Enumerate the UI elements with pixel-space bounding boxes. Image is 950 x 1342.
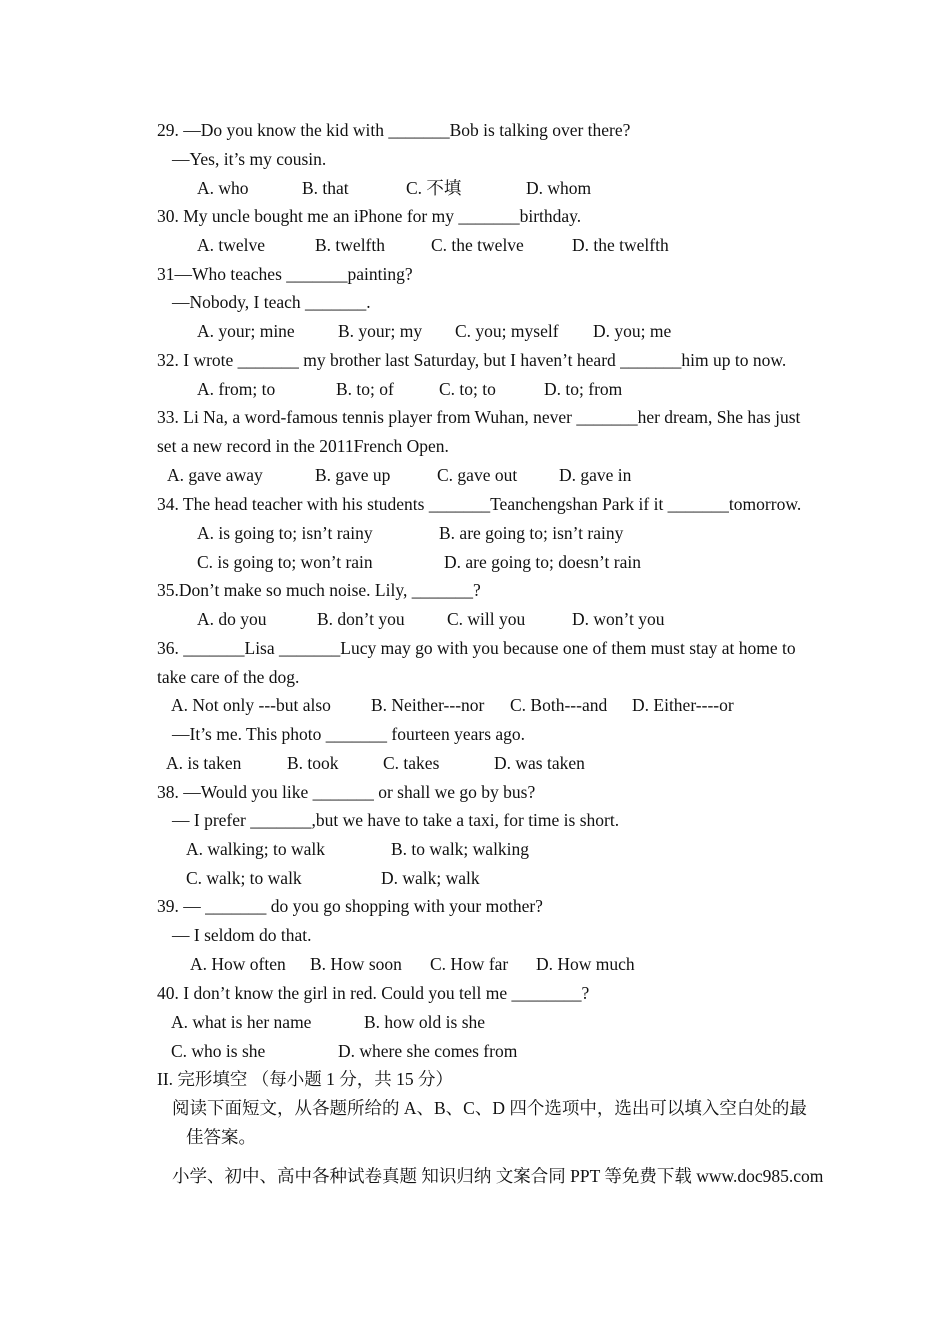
option-d: D. where she comes from [338, 1041, 518, 1061]
option-c: C. How far [430, 954, 509, 974]
option-a: A. is taken [166, 753, 242, 773]
option-a: A. do you [197, 609, 267, 629]
option-b: B. your; my [338, 321, 423, 341]
option-c: C. takes [383, 753, 440, 773]
option-d: D. gave in [559, 465, 632, 485]
option-a: A. Not only ---but also [171, 695, 331, 715]
question-31: 31—Who teaches _______painting? [157, 264, 413, 284]
option-c: C. 不填 [406, 178, 462, 198]
option-d: D. the twelfth [572, 235, 669, 255]
option-d: D. won’t you [572, 609, 665, 629]
option-d: D. you; me [593, 321, 672, 341]
option-c: C. who is she [171, 1041, 266, 1061]
option-d: D. How much [536, 954, 635, 974]
option-b: B. twelfth [315, 235, 385, 255]
option-b: B. took [287, 753, 339, 773]
option-a: A. How often [190, 954, 286, 974]
question-32: 32. I wrote _______ my brother last Saturday, but I haven’t heard _______him up to now. [157, 350, 787, 370]
question-35: 35.Don’t make so much noise. Lily, _______? [157, 580, 481, 600]
question-37: —It’s me. This photo _______ fourteen years ago. [172, 724, 526, 744]
option-c: C. to; to [439, 379, 496, 399]
option-c: C. is going to; won’t rain [197, 552, 373, 572]
option-d: D. Either----or [632, 695, 734, 715]
option-a: A. from; to [197, 379, 276, 399]
question-31-reply: —Nobody, I teach _______. [172, 292, 371, 312]
option-b: B. to walk; walking [391, 839, 530, 859]
option-c: C. walk; to walk [186, 868, 302, 888]
question-29-reply: —Yes, it’s my cousin. [172, 149, 327, 169]
option-a: A. is going to; isn’t rainy [197, 523, 373, 543]
question-38-reply: — I prefer _______,but we have to take a taxi, for time is short. [172, 810, 620, 830]
option-a: A. your; mine [197, 321, 295, 341]
option-d: D. walk; walk [381, 868, 480, 888]
option-b: B. are going to; isn’t rainy [439, 523, 624, 543]
question-29: 29. —Do you know the kid with _______Bob is talking over there? [157, 120, 631, 140]
option-c: C. you; myself [455, 321, 559, 341]
question-33-cont: set a new record in the 2011French Open. [157, 436, 449, 456]
option-b: B. gave up [315, 465, 391, 485]
option-b: B. to; of [336, 379, 394, 399]
option-a: A. who [197, 178, 249, 198]
footer-text: 小学、初中、高中各种试卷真题 知识归纳 文案合同 PPT 等免费下载 www.doc985.com [172, 1166, 824, 1186]
option-d: D. are going to; doesn’t rain [444, 552, 641, 572]
option-d: D. to; from [544, 379, 623, 399]
option-a: A. walking; to walk [186, 839, 326, 859]
question-38: 38. —Would you like _______ or shall we go by bus? [157, 782, 536, 802]
option-d: D. was taken [494, 753, 585, 773]
question-36-cont: take care of the dog. [157, 667, 300, 687]
option-c: C. gave out [437, 465, 518, 485]
section-instructions-cont: 佳答案。 [186, 1127, 256, 1147]
option-c: C. Both---and [510, 695, 608, 715]
question-39: 39. — _______ do you go shopping with your mother? [157, 896, 543, 916]
option-c: C. the twelve [431, 235, 524, 255]
option-a: A. gave away [167, 465, 263, 485]
option-b: B. that [302, 178, 349, 198]
question-33: 33. Li Na, a word-famous tennis player from Wuhan, never _______her dream, She has just [157, 407, 801, 427]
question-40: 40. I don’t know the girl in red. Could you tell me ________? [157, 983, 590, 1003]
section-instructions: 阅读下面短文，从各题所给的 A、B、C、D 四个选项中，选出可以填入空白处的最 [172, 1098, 807, 1118]
option-b: B. How soon [310, 954, 402, 974]
option-b: B. how old is she [364, 1012, 486, 1032]
option-b: B. don’t you [317, 609, 405, 629]
question-36: 36. _______Lisa _______Lucy may go with you because one of them must stay at home to [157, 638, 796, 658]
option-a: A. twelve [197, 235, 266, 255]
section-heading: II. 完形填空 （每小题 1 分，共 15 分） [157, 1069, 454, 1089]
question-30: 30. My uncle bought me an iPhone for my _______birthday. [157, 206, 582, 226]
option-a: A. what is her name [171, 1012, 312, 1032]
option-c: C. will you [447, 609, 526, 629]
question-39-reply: — I seldom do that. [172, 925, 312, 945]
option-d: D. whom [526, 178, 592, 198]
option-b: B. Neither---nor [371, 695, 485, 715]
question-34: 34. The head teacher with his students _______Teanchengshan Park if it _______tomorrow. [157, 494, 802, 514]
